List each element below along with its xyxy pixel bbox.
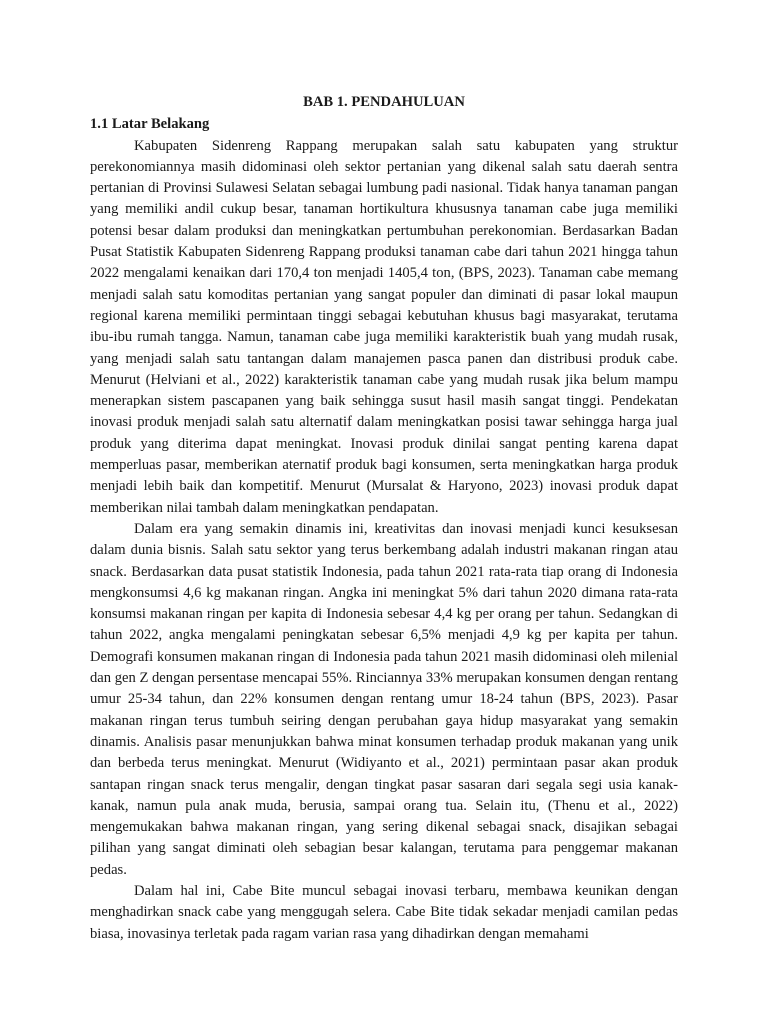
- document-body: [90, 92, 678, 945]
- paragraph-1: Kabupaten Sidenreng Rappang merupakan salah satu kabupaten yang struktur perekonomiannya masih didominasi oleh sektor pertanian yang dikenal salah satu daerah sentra pertanian di Provinsi Sulawesi Selatan sebagai lumbung padi nasional. Tidak hanya tanaman pangan yang memiliki andil cukup besar, tanaman hortikultura khususnya tanaman cabe juga memiliki potensi besar dalam produksi dan meningkatkan pertumbuhan perekonomian. Berdasarkan Badan Pusat Statistik Kabupaten Sidenreng Rappang produksi tanaman cabe dari tahun 2021 hingga tahun 2022 mengalami kenaikan dari 170,4 ton menjadi 1405,4 ton, (BPS, 2023). Tanaman cabe memang menjadi salah satu komoditas pertanian yang sangat populer dan diminati di pasar lokal maupun regional karena memiliki permintaan tinggi sebagai kebutuhan khusus bagi masyarakat, terutama ibu-ibu rumah tangga. Namun, tanaman cabe juga memiliki karakteristik buah yang mudah rusak, yang menjadi salah satu tantangan dalam manajemen pasca panen dan distribusi produk cabe. Menurut (Helviani et al., 2022) karakteristik tanaman cabe yang mudah rusak jika belum mampu menerapkan sistem pascapanen yang baik sehingga susut hasil masih sangat tinggi. Pendekatan inovasi produk menjadi salah satu alternatif dalam meningkatkan posisi tawar sehingga harga jual produk yang diterima dapat meningkat. Inovasi produk dinilai sangat penting karena dapat memperluas pasar, memberikan aternatif produk bagi konsumen, serta meningkatkan harga produk menjadi lebih baik dan kompetitif. Menurut (Mursalat & Haryono, 2023) inovasi produk dapat memberikan nilai tambah dalam meningkatkan pendapatan.: [90, 137, 678, 516]
- paragraph-3: Dalam hal ini, Cabe Bite muncul sebagai inovasi terbaru, membawa keunikan dengan menghadirkan snack cabe yang menggugah selera. Cabe Bite tidak sekadar menjadi camilan pedas biasa, inovasinya terletak pada ragam varian rasa yang dihadirkan dengan memahami: [90, 882, 678, 942]
- paragraph-2: Dalam era yang semakin dinamis ini, kreativitas dan inovasi menjadi kunci kesuksesan dalam dunia bisnis. Salah satu sektor yang terus berkembang adalah industri makanan ringan atau snack. Berdasarkan data pusat statistik Indonesia, pada tahun 2021 rata-rata tiap orang di Indonesia mengkonsumsi 4,6 kg makanan ringan. Angka ini meningkat 5% dari tahun 2020 dimana rata-rata konsumsi makanan ringan per kapita di Indonesia sebesar 4,4 kg per orang per tahun. Sedangkan di tahun 2022, angka mengalami peningkatan sebesar 6,5% menjadi 4,9 kg per kapita per tahun. Demografi konsumen makanan ringan di Indonesia pada tahun 2021 masih didominasi oleh milenial dan gen Z dengan persentase mencapai 55%. Rinciannya 33% merupakan konsumen dengan rentang umur 25-34 tahun, dan 22% konsumen dengan rentang umur 18-24 tahun (BPS, 2023). Pasar makanan ringan terus tumbuh seiring dengan perubahan gaya hidup masyarakat yang semakin dinamis. Analisis pasar menunjukkan bahwa minat konsumen terhadap produk makanan yang unik dan berbeda terus meningkat. Menurut (Widiyanto et al., 2021) permintaan pasar akan produk santapan ringan snack terus mengalir, dengan tingkat pasar sasaran dari segala segi usia kanak-kanak, namun pula anak muda, berusia, sampai orang tua. Selain itu, (Thenu et al., 2022) mengemukakan bahwa makanan ringan, yang sering dikenal sebagai snack, disajikan sebagai pilihan yang sangat diminati oleh sebagian besar kalangan, terutama para penggemar makanan pedas.: [90, 520, 679, 878]
- chapter-title: BAB 1. PENDAHULUAN: [303, 94, 465, 110]
- section-title: 1.1 Latar Belakang: [90, 116, 210, 133]
